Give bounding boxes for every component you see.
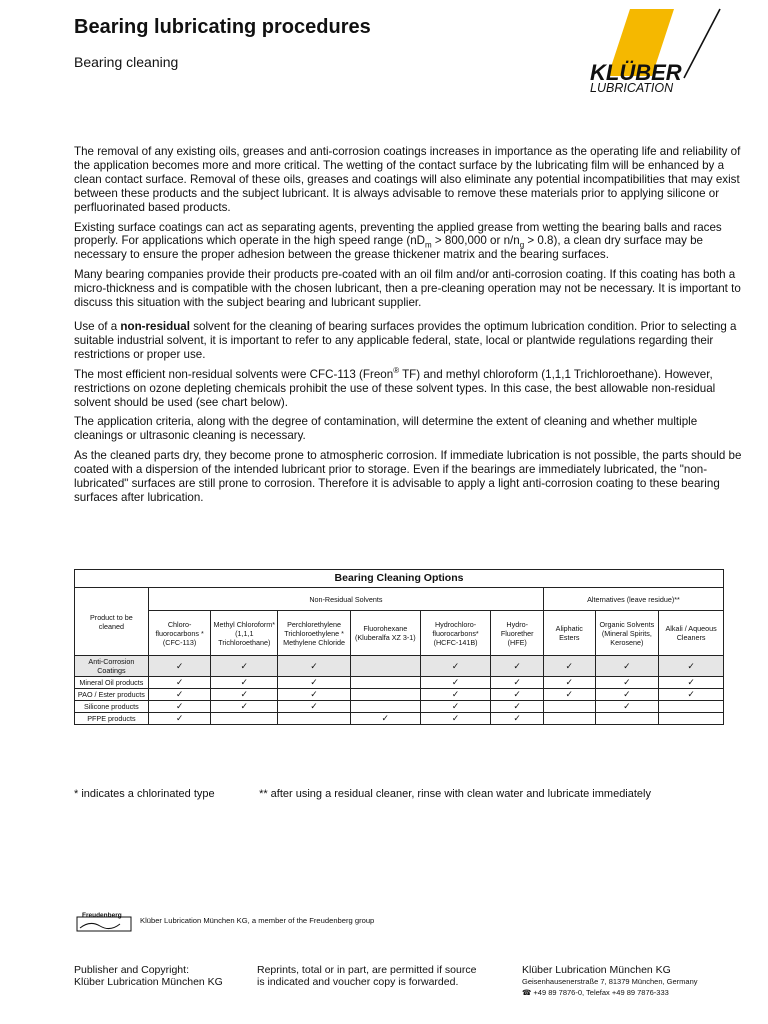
column-header: Fluorohexane (Kluberalfa XZ 3-1) [350, 611, 420, 656]
paragraph-removal: The removal of any existing oils, greases and anti-corrosion coatings increases in importance as the operating life and reliability of the application becomes more and more critical. The wetting of the contact surface by the lubricating film will be enhanced by a clean contact surface. Removal of these oils, greases and coatings will also eliminate any potential incompatibilities that may exist between these products and the subject lubricant. It is always advisable to remove these materials prior to applying silicone or perfluorinated based products. [74, 145, 741, 214]
row-label: Mineral Oil products [75, 677, 149, 689]
note-chlorinated: * indicates a chlorinated type [74, 788, 215, 800]
column-header: Aliphatic Esters [543, 611, 595, 656]
table-cell [350, 689, 420, 701]
p2-sub-m: m [425, 240, 432, 250]
table-cell: ✓ [148, 713, 211, 725]
table-cell: ✓ [278, 677, 351, 689]
column-header: Perchlorethylene Trichloroethylene * Methylene Chloride [278, 611, 351, 656]
table-cell: ✓ [595, 689, 659, 701]
table-cell: ✓ [491, 656, 544, 677]
company-name: Klüber Lubrication München KG [522, 964, 671, 976]
table-title: Bearing Cleaning Options [75, 570, 724, 588]
table-cell: ✓ [211, 677, 278, 689]
table-cell: ✓ [211, 689, 278, 701]
freudenberg-wave [80, 923, 120, 928]
p4-bold: non-residual [120, 319, 190, 333]
table-row [75, 689, 724, 701]
table-row [75, 656, 724, 677]
logo-diagonal-line [684, 9, 720, 78]
table-cell: ✓ [595, 656, 659, 677]
freudenberg-logo-graphic [76, 912, 132, 932]
publisher-name: Klüber Lubrication München KG [74, 976, 223, 988]
freudenberg-wordmark: Freudenberg [82, 912, 122, 919]
table-cell: ✓ [491, 713, 544, 725]
table-cell: ✓ [148, 701, 211, 713]
table-cell: ✓ [491, 701, 544, 713]
table-cell: ✓ [148, 656, 211, 677]
table-cell: ✓ [148, 689, 211, 701]
table-cell: ✓ [543, 677, 595, 689]
member-text: Klüber Lubrication München KG, a member of the Freudenberg group [140, 916, 375, 925]
p2-text-a: Existing surface coatings can act as separating agents, preventing the applied grease from wetting the bearing balls and races properly. For applications which operate in the high speed range (nD [74, 220, 722, 248]
table-cell: ✓ [350, 713, 420, 725]
company-phone: ☎ +49 89 7876-0, Telefax +49 89 7876-333 [522, 988, 669, 997]
paragraph-corrosion: As the cleaned parts dry, they become prone to atmospheric corrosion. If immediate lubrication is not possible, the parts should be coated with a dispersion of the intended lubricant prior to storage. Even if the bearings are immediately lubricated, the "non-lubricated" surfaces are still prone to corrosion. Therefore it is advisable to apply a light anti-corrosion coating to these bearing surfaces after lubrication. [74, 449, 742, 504]
reprints-line-2: is indicated and voucher copy is forwarded. [257, 976, 459, 988]
table-cell: ✓ [595, 701, 659, 713]
table-cell: ✓ [420, 689, 491, 701]
footer-publisher [74, 964, 223, 988]
p2-text-b: > 800,000 or n/n [431, 234, 520, 248]
table-cell [350, 677, 420, 689]
table-cell: ✓ [491, 677, 544, 689]
column-header: Hydrochloro-fluorocarbons* (HCFC-141B) [420, 611, 491, 656]
table-cell [595, 713, 659, 725]
cleaning-options-table [74, 569, 724, 725]
table-cell: ✓ [543, 656, 595, 677]
p4-text-a: Use of a [74, 319, 121, 333]
freudenberg-frame [77, 917, 131, 931]
table-notes [74, 788, 744, 800]
table-cell [278, 713, 351, 725]
table-cell: ✓ [211, 701, 278, 713]
product-header: Product to be cleaned [75, 588, 149, 656]
column-header: Methyl Chloroform* (1,1,1 Trichloroethane) [211, 611, 278, 656]
table-cell [543, 713, 595, 725]
p4-text-b: solvent for the cleaning of bearing surfaces provides the optimum lubrication condition. Prior to selecting a suitable industrial solvent, it is important to refer to any applicable federal, state, local or plantwide regulations regarding their restrictions or proper use. [74, 319, 737, 361]
column-header: Chloro-fluorocarbons * (CFC-113) [148, 611, 211, 656]
p5-text-a: The most efficient non-residual solvents were CFC-113 (Freon [74, 367, 394, 381]
table-cell [659, 701, 724, 713]
footer-reprints [257, 964, 476, 988]
logo-text-lubrication: LUBRICATION [590, 81, 674, 95]
reprints-line-1: Reprints, total or in part, are permitted if source [257, 964, 477, 976]
note-residual: ** after using a residual cleaner, rinse with clean water and lubricate immediately [259, 788, 651, 800]
table-cell: ✓ [420, 701, 491, 713]
page-title: Bearing lubricating procedures [74, 16, 371, 38]
row-label: Anti-Corrosion Coatings [75, 656, 149, 677]
column-header: Organic Solvents (Mineral Spirits, Kerosene) [595, 611, 659, 656]
company-address: Geisenhausenerstraße 7, 81379 München, Germany [522, 977, 698, 986]
p2-text-c: > 0.8), a clean dry surface may be necessary to ensure the proper adhesion between the grease thickener matrix and the bearing surfaces. [74, 234, 703, 262]
table-cell [659, 713, 724, 725]
table-cell: ✓ [278, 701, 351, 713]
group-non-residual: Non-Residual Solvents [148, 588, 543, 611]
paragraph-precoated: Many bearing companies provide their products pre-coated with an oil film and/or anti-corrosion coating. If this coating has both a micro-thickness and is compatible with the chosen lubricant, then a pre-cleaning operation may not be necessary. It is important to discuss this situation with the subject bearing and lubricant supplier. [74, 268, 741, 310]
table-cell: ✓ [491, 689, 544, 701]
table-cell [350, 656, 420, 677]
p5-sup: ® [393, 365, 400, 375]
table-cell: ✓ [420, 656, 491, 677]
row-label: PAO / Ester products [75, 689, 149, 701]
table-cell: ✓ [148, 677, 211, 689]
kluber-logo [560, 6, 750, 102]
table-cell [543, 701, 595, 713]
page-subtitle: Bearing cleaning [74, 54, 179, 70]
freudenberg-logo [76, 912, 132, 932]
table-cell [350, 701, 420, 713]
table-cell: ✓ [659, 689, 724, 701]
table-cell: ✓ [420, 713, 491, 725]
table-cell: ✓ [278, 689, 351, 701]
kluber-logo-graphic [560, 6, 750, 102]
column-header: Hydro-Fluorether (HFE) [491, 611, 544, 656]
paragraph-efficient-solvents [74, 365, 742, 410]
table-cell: ✓ [420, 677, 491, 689]
table-cell: ✓ [595, 677, 659, 689]
paragraph-non-residual [74, 320, 742, 362]
table-cell: ✓ [659, 656, 724, 677]
table-cell: ✓ [659, 677, 724, 689]
table-cell [211, 713, 278, 725]
p5-text-b: TF) and methyl chloroform (1,1,1 Trichloroethane). However, restrictions on ozone depleting chemicals prohibit the use of these solvent types. In this case, the best allowable non-residual solvent should be used (see chart below). [74, 367, 716, 409]
row-label: Silicone products [75, 701, 149, 713]
paragraph-application-criteria: The application criteria, along with the degree of contamination, will determine the extent of cleaning and whether multiple cleanings or ultrasonic cleaning is necessary. [74, 415, 698, 443]
table-cell: ✓ [543, 689, 595, 701]
logo-text-kluber: KLÜBER [590, 60, 682, 85]
column-header: Alkali / Aqueous Cleaners [659, 611, 724, 656]
table-row [75, 677, 724, 689]
table-row [75, 701, 724, 713]
group-alternatives: Alternatives (leave residue)** [543, 588, 723, 611]
table-row [75, 713, 724, 725]
footer-company [522, 964, 698, 998]
body-section-1 [74, 145, 742, 511]
row-label: PFPE products [75, 713, 149, 725]
p2-sub-g: g [519, 240, 525, 250]
publisher-label: Publisher and Copyright: [74, 964, 189, 976]
paragraph-surface-coatings [74, 221, 742, 263]
table-cell: ✓ [278, 656, 351, 677]
table-cell: ✓ [211, 656, 278, 677]
